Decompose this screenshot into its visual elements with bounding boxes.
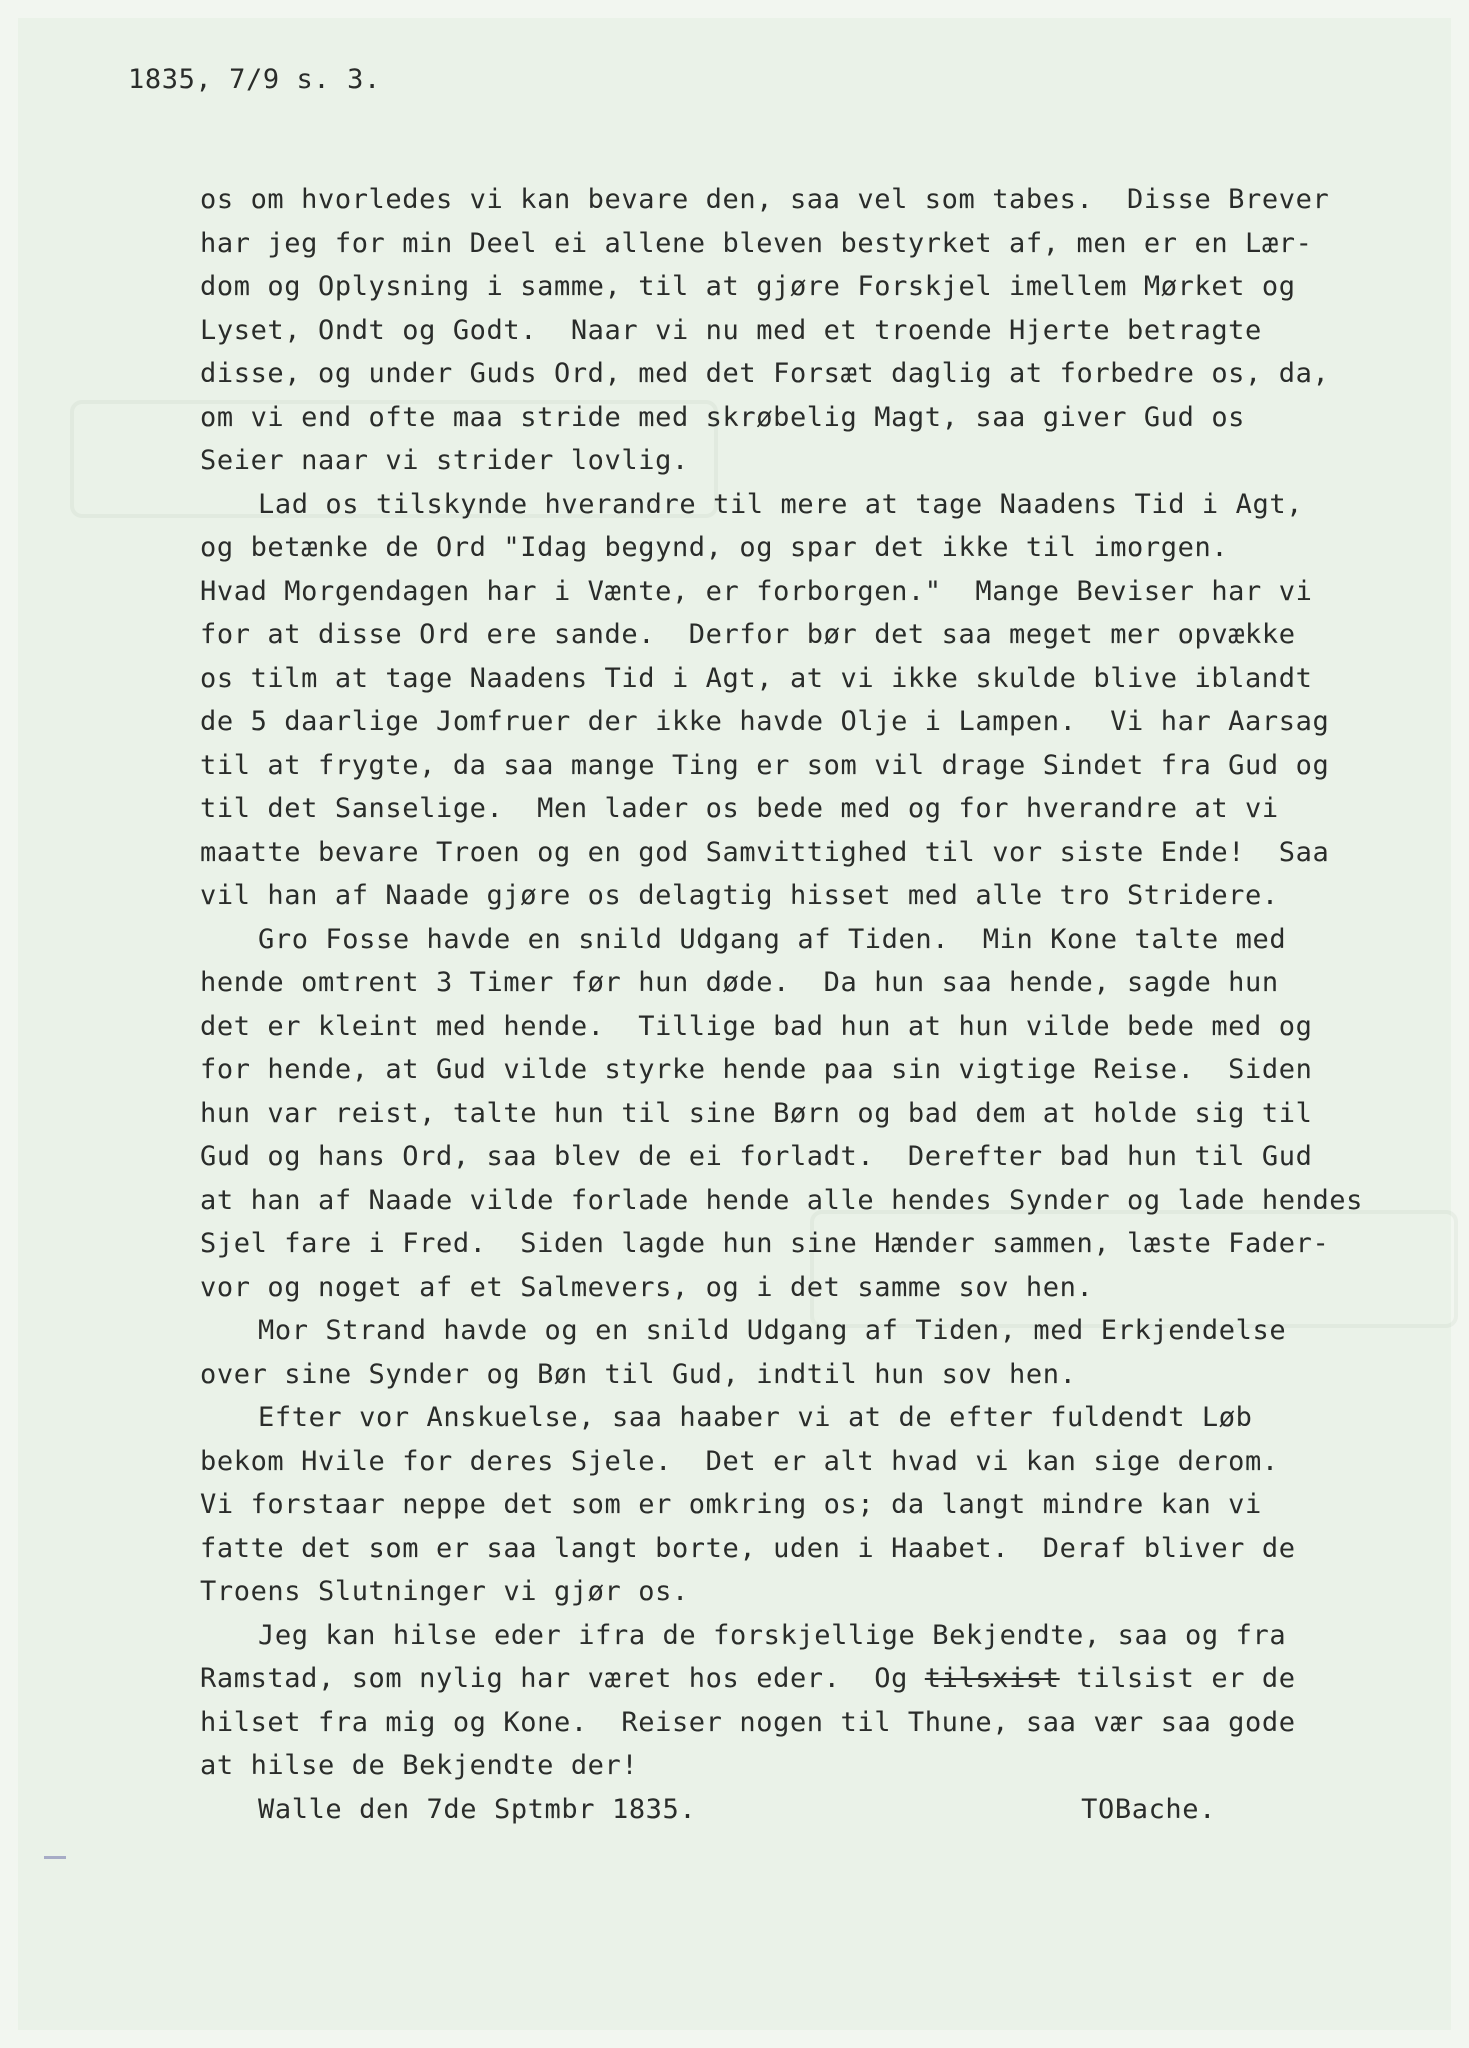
line-text: at hilse de Bekjendte der!	[200, 1750, 639, 1781]
letter-line	[200, 1266, 1420, 1310]
line-text: har jeg for min Deel ei allene bleven bestyrket af, men er en Lær-	[200, 227, 1313, 259]
line-text-after: tilsist er de	[1059, 1663, 1296, 1694]
letter-line	[200, 787, 1420, 831]
line-text: Seier naar vi strider lovlig.	[200, 445, 689, 476]
letter-line	[200, 1440, 1420, 1484]
struck-text: tilsxist	[924, 1663, 1060, 1694]
line-text: Gro Fosse havde en snild Udgang af Tiden. Min Kone talte med	[258, 923, 1287, 955]
letter-line	[200, 222, 1420, 266]
line-text: Lad os tilskynde hverandre til mere at tage Naadens Tid i Agt,	[258, 488, 1304, 520]
line-text: fatte det som er saa langt borte, uden i Haabet. Deraf bliver de	[200, 1532, 1296, 1564]
letter-line	[200, 483, 1420, 527]
letter-line	[200, 1353, 1420, 1397]
letter-line	[200, 1309, 1420, 1353]
line-text: os om hvorledes vi kan bevare den, saa vel som tabes. Disse Brever	[200, 184, 1330, 215]
line-text: over sine Synder og Bøn til Gud, indtil hun sov hen.	[200, 1358, 1077, 1390]
letter-line	[200, 309, 1420, 353]
letter-line	[200, 1744, 1420, 1788]
letter-line	[200, 1048, 1420, 1092]
line-text: bekom Hvile for deres Sjele. Det er alt hvad vi kan sige derom.	[200, 1445, 1279, 1477]
letter-line	[200, 1657, 1420, 1701]
letter-line	[200, 831, 1420, 875]
letter-line	[200, 961, 1420, 1005]
letter-line	[200, 1527, 1420, 1571]
letter-line	[200, 1614, 1420, 1658]
line-text: vor og noget af et Salmevers, og i det samme sov hen.	[200, 1271, 1094, 1303]
letter-line	[200, 1570, 1420, 1614]
line-text: Hvad Morgendagen har i Vænte, er forborgen." Mange Beviser har vi	[200, 575, 1313, 607]
letter-line	[200, 1222, 1420, 1266]
letter-line	[200, 526, 1420, 570]
letter-line	[200, 918, 1420, 962]
letter-line	[200, 265, 1420, 309]
line-text: for hende, at Gud vilde styrke hende paa sin vigtige Reise. Siden	[200, 1054, 1313, 1085]
letter-line	[200, 1701, 1420, 1745]
letter-line	[200, 1396, 1420, 1440]
line-text: de 5 daarlige Jomfruer der ikke havde Olje i Lampen. Vi har Aarsag	[200, 706, 1330, 737]
line-text: Troens Slutninger vi gjør os.	[200, 1576, 689, 1607]
letter-line	[200, 657, 1420, 701]
line-text: at han af Naade vilde forlade hende alle hendes Synder og lade hendes	[200, 1184, 1364, 1216]
line-text: og betænke de Ord "Idag begynd, og spar det ikke til imorgen.	[200, 532, 1229, 563]
letter-line	[200, 1135, 1420, 1179]
place-date: Walle den 7de Sptmbr 1835.	[258, 1793, 697, 1825]
letter-line	[200, 874, 1420, 918]
line-text: Ramstad, som nylig har været hos eder. Og	[200, 1663, 908, 1694]
pencil-mark	[44, 1856, 66, 1859]
line-text: maatte bevare Troen og en god Samvittighed til vor siste Ende! Saa	[200, 836, 1330, 868]
signature: TOBache.	[1081, 1793, 1216, 1825]
line-text: vil han af Naade gjøre os delagtig hisset med alle tro Stridere.	[200, 880, 1279, 911]
letter-line	[200, 570, 1420, 614]
line-text: dom og Oplysning i samme, til at gjøre Forskjel imellem Mørket og	[200, 271, 1296, 302]
line-text: Mor Strand havde og en snild Udgang af Tiden, med Erkjendelse	[258, 1315, 1287, 1346]
line-text: os tilm at tage Naadens Tid i Agt, at vi ikke skulde blive iblandt	[200, 662, 1313, 694]
letter-line	[200, 352, 1420, 396]
line-text: Sjel fare i Fred. Siden lagde hun sine Hænder sammen, læste Fader-	[200, 1228, 1330, 1259]
line-text: disse, og under Guds Ord, med det Forsæt daglig at forbedre os, da,	[200, 358, 1330, 389]
letter-line	[200, 1005, 1420, 1049]
page-reference: 1835, 7/9 s. 3.	[128, 64, 381, 95]
letter-line	[200, 1092, 1420, 1136]
line-text: til at frygte, da saa mange Ting er som vil drage Sindet fra Gud og	[200, 749, 1330, 781]
letter-line	[200, 1483, 1420, 1527]
letter-line	[200, 744, 1420, 788]
line-text: til det Sanselige. Men lader os bede med og for hverandre at vi	[200, 793, 1279, 824]
line-text: hende omtrent 3 Timer før hun døde. Da hun saa hende, sagde hun	[200, 967, 1279, 998]
closing-line	[200, 1788, 1420, 1832]
line-text: om vi end ofte maa stride med skrøbelig Magt, saa giver Gud os	[200, 401, 1246, 433]
letter-line	[200, 700, 1420, 744]
line-text: Jeg kan hilse eder ifra de forskjellige Bekjendte, saa og fra	[258, 1619, 1287, 1651]
letter-line	[200, 396, 1420, 440]
line-text: hilset fra mig og Kone. Reiser nogen til Thune, saa vær saa gode	[200, 1706, 1296, 1738]
line-text: Gud og hans Ord, saa blev de ei forladt. Derefter bad hun til Gud	[200, 1141, 1313, 1172]
letter-line	[200, 439, 1420, 483]
letter-line	[200, 613, 1420, 657]
line-text: det er kleint med hende. Tillige bad hun at hun vilde bede med og	[200, 1010, 1313, 1042]
line-text: hun var reist, talte hun til sine Børn og bad dem at holde sig til	[200, 1097, 1313, 1129]
letter-line	[200, 1179, 1420, 1223]
line-text: for at disse Ord ere sande. Derfor bør det saa meget mer opvække	[200, 619, 1296, 650]
line-text: Lyset, Ondt og Godt. Naar vi nu med et troende Hjerte betragte	[200, 314, 1262, 346]
letter-body	[200, 178, 1420, 1831]
letter-line	[200, 178, 1420, 222]
line-text: Efter vor Anskuelse, saa haaber vi at de efter fuldendt Løb	[258, 1402, 1253, 1433]
line-text: Vi forstaar neppe det som er omkring os; da langt mindre kan vi	[200, 1489, 1262, 1520]
